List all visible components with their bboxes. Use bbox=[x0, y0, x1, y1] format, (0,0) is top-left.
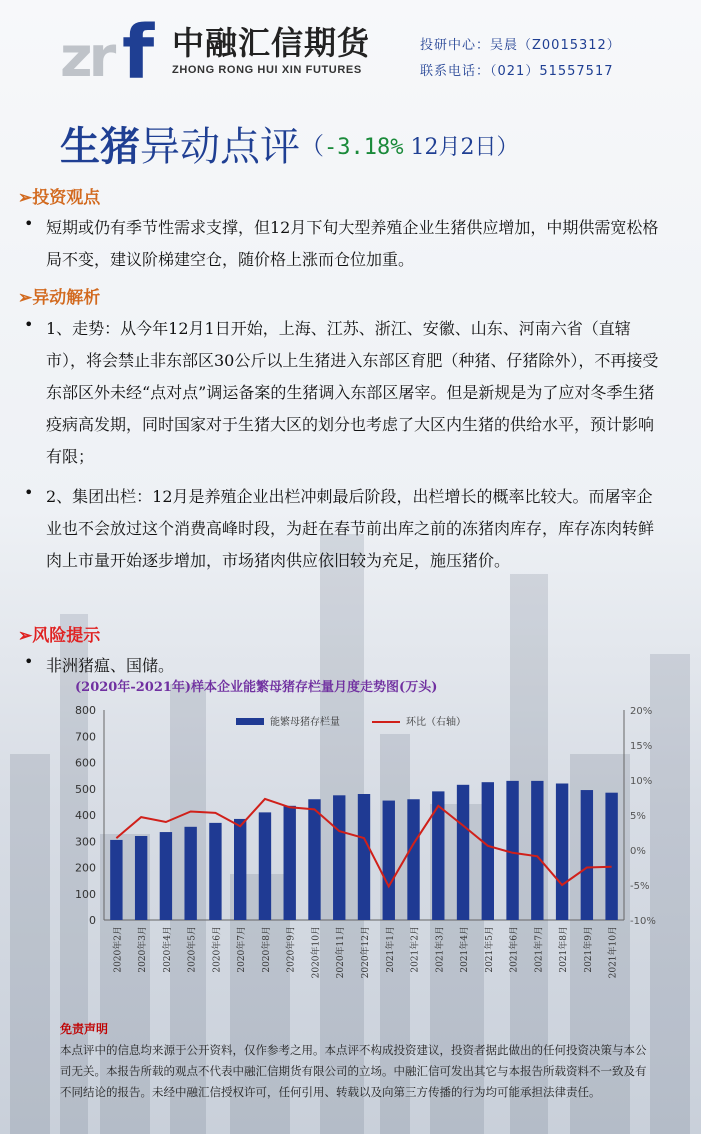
x-tick-label: 2021年10月 bbox=[608, 926, 619, 979]
y-tick-label-left: 800 bbox=[75, 704, 96, 717]
bar-2021年4月 bbox=[457, 785, 469, 920]
x-tick-label: 2021年7月 bbox=[534, 926, 545, 973]
y-tick-label-right: 20% bbox=[630, 706, 653, 717]
page-title bbox=[60, 115, 518, 170]
analysis-point-2: 2、集团出栏：12月是养殖企业出栏冲刺最后阶段，出栏增长的概率比较大。而屠宰企业也不会放过这个消费高峰时段，为赶在春节前出库之前的冻猪肉库存，库存冻肉转鲜肉上市量开始逐步增加，市场猪肉供应依旧较为充足，施压猪价。 bbox=[46, 487, 655, 570]
logo-mark-f: f bbox=[122, 10, 155, 96]
bar-2020年2月 bbox=[110, 840, 122, 920]
bar-2021年9月 bbox=[581, 790, 593, 920]
bullet: • bbox=[24, 652, 34, 671]
bar-2021年5月 bbox=[482, 782, 494, 920]
x-tick-label: 2020年7月 bbox=[237, 926, 248, 973]
x-tick-label: 2020年4月 bbox=[162, 926, 173, 973]
risk-text: 非洲猪瘟、国储。 bbox=[46, 656, 175, 675]
title-main: 生猪 bbox=[60, 123, 140, 170]
x-tick-label: 2020年6月 bbox=[212, 926, 223, 973]
contact-research: 投研中心：吴晨（Z0015312） bbox=[420, 38, 621, 53]
bar-2021年7月 bbox=[531, 781, 543, 920]
bar-2020年6月 bbox=[209, 823, 221, 920]
y-tick-label-left: 700 bbox=[75, 730, 96, 744]
title-sub: 异动点评 bbox=[140, 124, 300, 170]
bar-2020年4月 bbox=[160, 832, 172, 920]
y-tick-label-left: 200 bbox=[75, 861, 96, 875]
bar-2021年6月 bbox=[506, 781, 518, 920]
y-tick-label-right: 10% bbox=[630, 776, 653, 787]
y-tick-label-right: 0% bbox=[630, 846, 646, 857]
x-tick-label: 2021年4月 bbox=[460, 926, 471, 973]
x-tick-label: 2020年2月 bbox=[113, 926, 124, 973]
bar-2021年2月 bbox=[407, 799, 419, 920]
bar-2020年3月 bbox=[135, 836, 147, 920]
bar-2020年7月 bbox=[234, 819, 246, 920]
x-tick-label: 2020年9月 bbox=[286, 926, 297, 973]
x-tick-label: 2020年5月 bbox=[187, 926, 198, 973]
x-tick-label: 2020年11月 bbox=[336, 926, 347, 979]
y-tick-label-right: 15% bbox=[630, 741, 653, 752]
x-tick-label: 2020年3月 bbox=[138, 926, 149, 973]
header bbox=[0, 0, 701, 105]
bar-2021年3月 bbox=[432, 791, 444, 920]
x-tick-label: 2021年3月 bbox=[435, 926, 446, 973]
bar-2020年11月 bbox=[333, 795, 345, 920]
y-tick-label-right: -10% bbox=[630, 916, 656, 927]
title-change-pct: -3.18% bbox=[324, 135, 404, 160]
bar-2021年1月 bbox=[383, 801, 395, 920]
bullet: • bbox=[24, 483, 34, 502]
y-tick-label-left: 300 bbox=[75, 835, 96, 849]
contact-phone: 联系电话：（021）51557517 bbox=[420, 64, 614, 79]
disclaimer-text: 本点评中的信息均来源于公开资料，仅作参考之用。本点评不构成投资建议，投资者据此做出的任何投资决策与本公司无关。本报告所载的观点不代表中融汇信期货有限公司的立场。中融汇信可发出其它与本报告所载资料不一致及有不同结论的报告。未经中融汇信授权许可，任何引用、转载以及向第三方传播的行为均可能承担法律责任。 bbox=[60, 1043, 647, 1099]
x-tick-label: 2021年6月 bbox=[509, 926, 520, 973]
bullet: • bbox=[24, 315, 34, 334]
x-tick-label: 2020年12月 bbox=[361, 926, 371, 979]
bar-2020年8月 bbox=[259, 812, 271, 920]
legend-label-bar: 能繁母猪存栏量 bbox=[270, 717, 340, 728]
bar-2020年5月 bbox=[184, 827, 196, 920]
x-tick-label: 2021年9月 bbox=[583, 926, 594, 973]
bar-2021年8月 bbox=[556, 784, 568, 921]
y-tick-label-right: -5% bbox=[630, 881, 650, 892]
y-tick-label-left: 0 bbox=[89, 914, 96, 927]
bar-2020年9月 bbox=[284, 806, 296, 920]
disclaimer-title: 免责声明 bbox=[60, 1022, 109, 1036]
y-tick-label-left: 100 bbox=[75, 887, 96, 901]
x-tick-label: 2020年8月 bbox=[261, 926, 272, 973]
sow-inventory-chart bbox=[0, 690, 701, 1010]
title-paren: （ bbox=[300, 132, 324, 160]
heading-risk: ➢风险提示 bbox=[18, 626, 101, 646]
company-name-cn: 中融汇信期货 bbox=[172, 24, 371, 62]
logo-mark: zr bbox=[60, 25, 113, 90]
y-tick-label-left: 400 bbox=[75, 809, 96, 822]
x-tick-label: 2021年5月 bbox=[484, 926, 495, 973]
y-tick-label-left: 600 bbox=[75, 756, 96, 770]
y-tick-label-right: 5% bbox=[630, 811, 646, 822]
heading-investment-view: ➢投资观点 bbox=[18, 188, 101, 208]
title-date: 12月2日） bbox=[403, 135, 519, 160]
chart-title: (2020年-2021年)样本企业能繁母猪存栏量月度走势图(万头) bbox=[75, 680, 438, 695]
bar-2020年12月 bbox=[358, 794, 370, 920]
legend-swatch-bar bbox=[236, 718, 264, 725]
x-tick-label: 2021年8月 bbox=[559, 926, 570, 973]
x-tick-label: 2020年10月 bbox=[311, 926, 322, 979]
investment-view-text: 短期或仍有季节性需求支撑，但12月下旬大型养殖企业生猪供应增加，中期供需宽松格局不变，建议阶梯建空仓，随价格上涨而仓位加重。 bbox=[46, 218, 659, 269]
bullet: • bbox=[24, 214, 34, 233]
analysis-point-1: 1、走势：从今年12月1日开始，上海、江苏、浙江、安徽、山东、河南六省（直辖市），将会禁止非东部区30公斤以上生猪进入东部区育肥（种猪、仔猪除外），不再接受东部区外未经“点对点”调运备案的生猪调入东部区屠宰。但是新规是为了应对冬季生猪疫病高发期，同时国家对于生猪大区的划分也考虑了大区内生猪的供给水平，预计影响有限； bbox=[46, 319, 659, 466]
legend-label-line: 环比（右轴） bbox=[406, 717, 466, 728]
bar-2021年10月 bbox=[605, 793, 617, 920]
x-tick-label: 2021年2月 bbox=[410, 926, 421, 973]
bar-2020年10月 bbox=[308, 799, 320, 920]
contact-info bbox=[420, 33, 621, 85]
company-name-en: ZHONG RONG HUI XIN FUTURES bbox=[172, 64, 362, 76]
heading-analysis: ➢异动解析 bbox=[18, 288, 101, 308]
x-tick-label: 2021年1月 bbox=[385, 926, 396, 973]
y-tick-label-left: 500 bbox=[75, 782, 96, 796]
